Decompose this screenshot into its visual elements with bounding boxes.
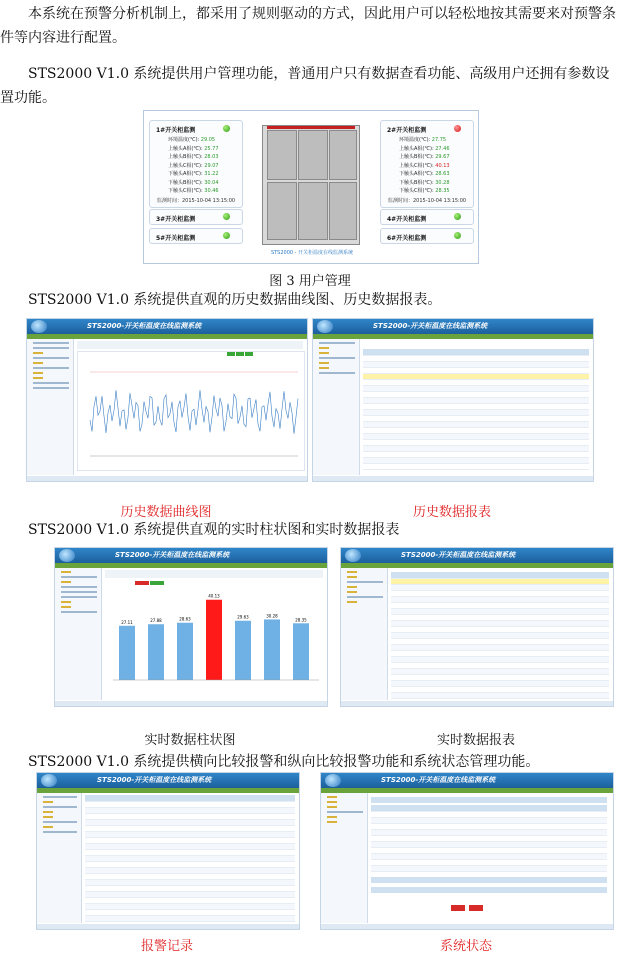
temperature-label: 上触头A相(℃): (168, 145, 205, 152)
temperature-label: 下触头B相(℃): (168, 179, 205, 186)
globe-logo-icon (317, 320, 333, 333)
temperature-row (168, 179, 219, 186)
figure-3-caption: 图 3 用户管理 (269, 274, 351, 289)
temperature-row (168, 187, 219, 194)
panel-cabinet-2 (380, 120, 474, 208)
bar-value-label: 28.35 (295, 617, 307, 623)
app-title: STS2000-开关柜温度在线监测系统 (381, 776, 496, 784)
status-green-icon (223, 213, 230, 220)
bar-value-label: 27.88 (150, 618, 162, 624)
bar-value-label: 29.63 (237, 614, 249, 620)
screenshot-system-status (320, 772, 614, 930)
temperature-label: 上触头B相(℃): (399, 154, 436, 160)
temperature-row (399, 170, 450, 177)
temperature-label: 上触头A相(℃): (399, 145, 436, 152)
temperature-row (399, 187, 450, 194)
monitor-time: 监测时间：2015-10-04 13:15:00 (388, 198, 467, 204)
temperature-value: 27.46 (435, 145, 450, 152)
temperature-label: 下触头B相(℃): (399, 179, 436, 186)
temperature-value: 28.63 (435, 171, 450, 177)
temperature-row (399, 179, 450, 186)
status-red-icon (454, 125, 461, 132)
table-header (371, 805, 607, 812)
panel-title: 5#开关柜监测 (156, 235, 196, 242)
bar (148, 624, 164, 680)
figure-user-management (143, 110, 479, 264)
temperature-label: 下触头A相(℃): (399, 171, 436, 177)
caption-realtime-table: 实时数据报表 (436, 733, 515, 748)
panel-title: 2#开关柜监测 (387, 127, 427, 134)
temperature-value: 28.35 (435, 188, 450, 194)
table-row (363, 464, 589, 470)
temperature-value: 29.07 (204, 162, 219, 169)
temperature-value: 30.28 (435, 179, 450, 186)
caption-system-status: 系统状态 (439, 939, 492, 954)
monitor-time: 监测时间：2015-10-04 13:15:00 (157, 198, 236, 204)
temperature-value: 28.03 (204, 154, 219, 160)
temperature-row (168, 162, 219, 169)
temperature-row (399, 153, 450, 160)
temperature-value: 30.46 (204, 188, 219, 194)
globe-logo-icon (345, 549, 361, 562)
panel-cabinet-5 (149, 228, 243, 244)
screenshot-history-table (312, 318, 594, 482)
app-title: STS2000-开关柜温度在线监测系统 (87, 322, 202, 330)
bar (235, 621, 251, 680)
temperature-value: 29.67 (435, 154, 450, 160)
bar (206, 600, 222, 680)
table-header (85, 795, 295, 802)
temperature-label: 下触头C相(℃): (399, 188, 436, 194)
app-title: STS2000-开关柜温度在线监测系统 (97, 776, 212, 784)
screenshot-realtime-bar (54, 547, 328, 707)
temperature-label: 下触头A相(℃): (168, 171, 205, 177)
bar-value-label: 40.13 (208, 593, 220, 599)
temperature-row (399, 162, 450, 169)
table-header (363, 349, 589, 356)
caption-history-table: 历史数据报表 (412, 505, 491, 520)
paragraph-history: STS2000 V1.0 系统提供直观的历史数据曲线图、历史数据报表。 (28, 292, 442, 308)
temperature-row (399, 136, 446, 143)
bar (119, 626, 135, 680)
realtime-bar-chart (105, 580, 323, 698)
history-line-chart (78, 352, 304, 470)
caption-realtime-bar: 实时数据柱状图 (144, 733, 236, 748)
temperature-row (168, 136, 215, 143)
globe-logo-icon (41, 774, 57, 787)
status-green-icon (454, 213, 461, 220)
table-row (85, 916, 295, 922)
temperature-label: 上触头C相(℃): (399, 162, 436, 169)
temperature-value: 30.04 (204, 179, 219, 186)
bar (293, 623, 309, 680)
caption-history-chart: 历史数据曲线图 (120, 505, 212, 520)
temperature-value: 29.05 (200, 137, 216, 143)
panel-title: 3#开关柜监测 (156, 216, 196, 223)
temperature-value: 25.77 (204, 145, 219, 152)
temperature-value: 31.22 (204, 171, 219, 177)
bar-value-label: 30.28 (266, 613, 278, 619)
bar (177, 623, 193, 680)
switchgear-cabinet-image (262, 125, 360, 245)
panel-cabinet-6 (380, 228, 474, 244)
paragraph-rules: 本系统在预警分析机制上，都采用了规则驱动的方式，因此用户可以轻松地按其需要来对预警条件等内容进行配置。 (0, 6, 616, 46)
screenshot-alarm-log (36, 772, 300, 930)
temperature-label: 上触头C相(℃): (168, 162, 205, 169)
panel-title: 4#开关柜监测 (387, 216, 427, 223)
globe-logo-icon (59, 549, 75, 562)
status-green-icon (223, 232, 230, 239)
panel-title: 6#开关柜监测 (387, 235, 427, 242)
panel-title: 1#开关柜监测 (156, 127, 196, 134)
status-green-icon (454, 232, 461, 239)
app-title: STS2000-开关柜温度在线监测系统 (373, 322, 488, 330)
paragraph-realtime: STS2000 V1.0 系统提供直观的实时柱状图和实时数据报表 (28, 522, 400, 538)
app-title: STS2000-开关柜温度在线监测系统 (115, 551, 230, 559)
screenshot-history-chart (26, 318, 308, 482)
temperature-row (168, 153, 219, 160)
globe-logo-icon (325, 774, 341, 787)
globe-logo-icon (31, 320, 47, 333)
temperature-row (399, 145, 450, 152)
paragraph-alarm: STS2000 V1.0 系统提供横向比较报警和纵向比较报警功能和系统状态管理功能。 (28, 754, 540, 770)
temperature-value: 40.13 (435, 162, 450, 169)
table-row (371, 866, 607, 872)
bar-value-label: 28.63 (179, 616, 191, 622)
table-row (391, 693, 609, 699)
temperature-label: 下触头C相(℃): (168, 188, 205, 194)
temperature-label: 上触头B相(℃): (168, 154, 205, 160)
table-header (391, 572, 609, 579)
app-title: STS2000-开关柜温度在线监测系统 (401, 551, 516, 559)
status-green-icon (223, 125, 230, 132)
bar (264, 619, 280, 680)
caption-alarm-log: 报警记录 (140, 939, 193, 954)
temperature-label: 环境温度(℃): (399, 137, 432, 143)
panel-cabinet-4 (380, 209, 474, 225)
temperature-label: 环境温度(℃): (168, 137, 201, 143)
figure-subtitle: STS2000 - 开关柜温度在线监测系统 (270, 250, 354, 256)
temperature-row (168, 170, 219, 177)
temperature-value: 27.75 (431, 137, 447, 143)
bar-value-label: 27.11 (121, 619, 133, 625)
panel-cabinet-1 (149, 120, 243, 208)
temperature-row (168, 145, 219, 152)
paragraph-user-management: STS2000 V1.0 系统提供用户管理功能，普通用户只有数据查看功能、高级用户还拥有参数设置功能。 (0, 66, 610, 106)
screenshot-realtime-table (340, 547, 614, 707)
panel-cabinet-3 (149, 209, 243, 225)
